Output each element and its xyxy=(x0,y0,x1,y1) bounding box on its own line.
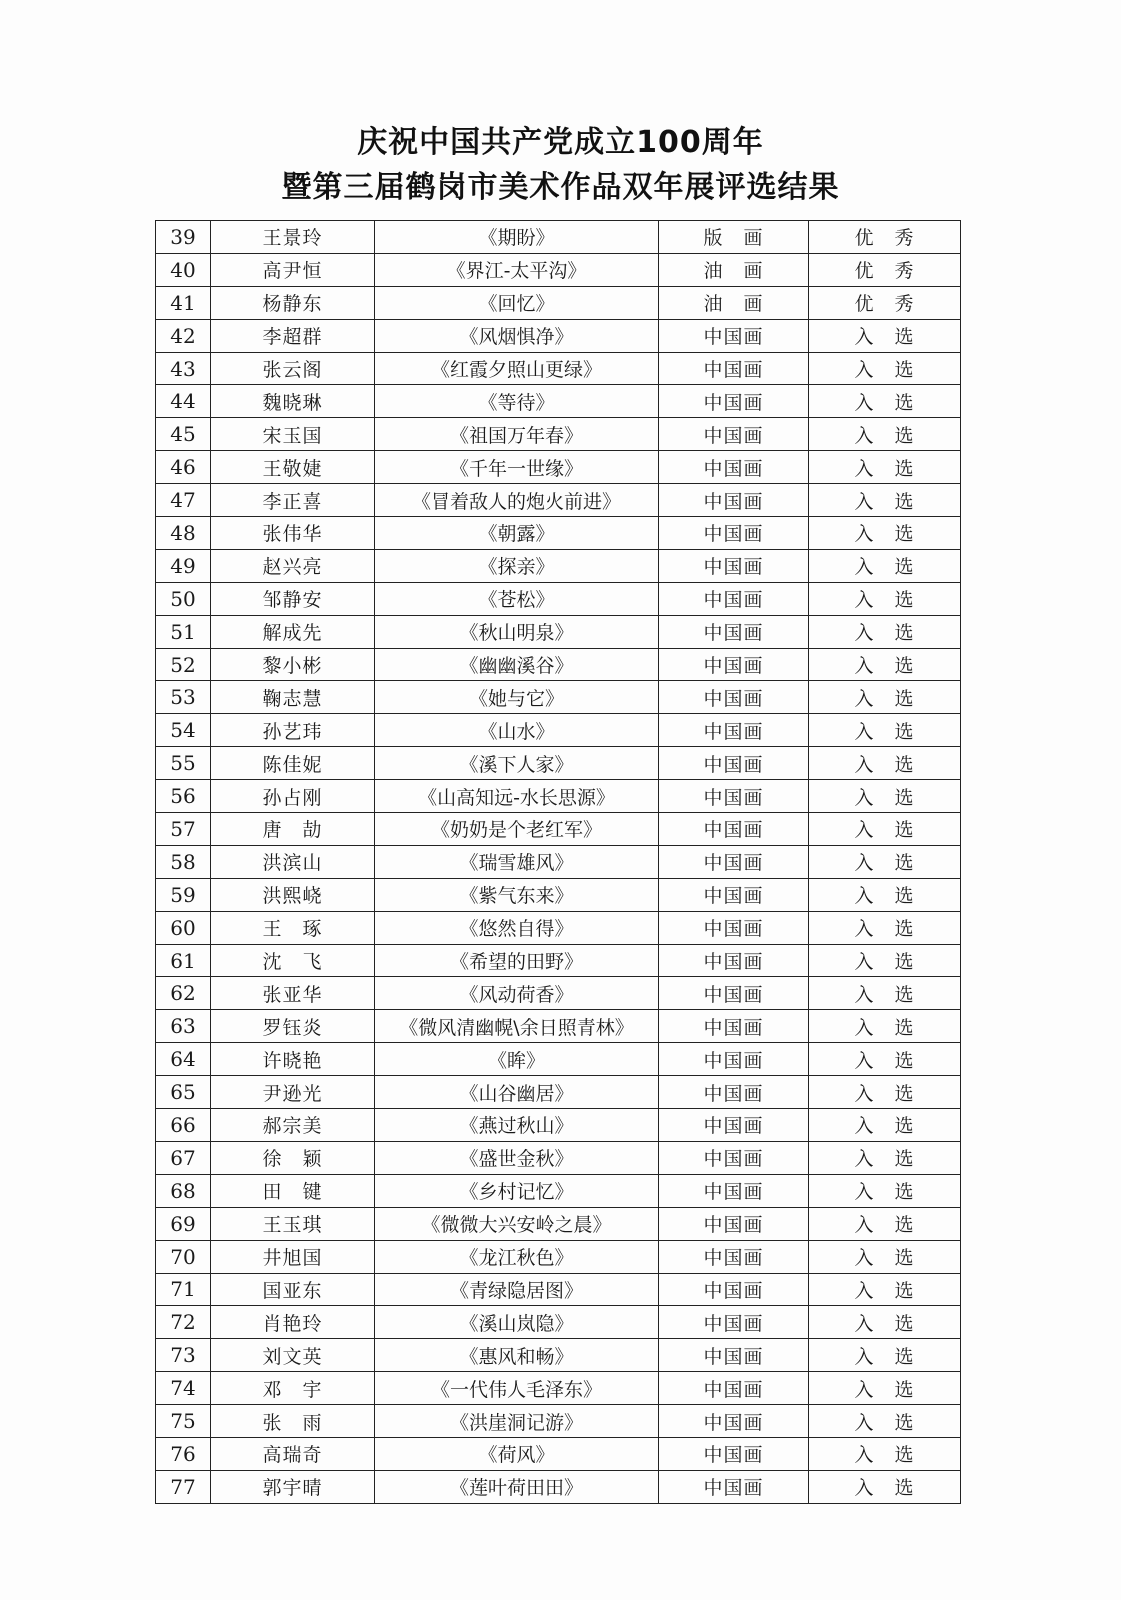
category-cell: 中国画 xyxy=(659,1405,809,1438)
result-cell: 入 选 xyxy=(809,944,961,977)
artist-name-cell: 解成先 xyxy=(211,615,375,648)
result-cell: 优 秀 xyxy=(809,286,961,319)
category-cell: 油 画 xyxy=(659,286,809,319)
result-cell: 入 选 xyxy=(809,1207,961,1240)
result-cell: 入 选 xyxy=(809,582,961,615)
table-row xyxy=(156,878,961,911)
artwork-title-cell: 《惠风和畅》 xyxy=(375,1339,659,1372)
artwork-title-cell: 《等待》 xyxy=(375,385,659,418)
artwork-title-cell: 《她与它》 xyxy=(375,681,659,714)
table-row xyxy=(156,385,961,418)
result-cell: 入 选 xyxy=(809,615,961,648)
table-row xyxy=(156,681,961,714)
category-cell: 中国画 xyxy=(659,780,809,813)
artist-name-cell: 宋玉国 xyxy=(211,418,375,451)
table-row xyxy=(156,648,961,681)
entry-number-cell: 52 xyxy=(156,648,211,681)
artwork-title-cell: 《祖国万年春》 xyxy=(375,418,659,451)
category-cell: 中国画 xyxy=(659,648,809,681)
table-row xyxy=(156,1372,961,1405)
artist-name-cell: 张亚华 xyxy=(211,977,375,1010)
artwork-title-cell: 《溪下人家》 xyxy=(375,747,659,780)
table-row xyxy=(156,549,961,582)
category-cell: 中国画 xyxy=(659,385,809,418)
category-cell: 中国画 xyxy=(659,845,809,878)
result-cell: 入 选 xyxy=(809,1076,961,1109)
category-cell: 中国画 xyxy=(659,944,809,977)
entry-number-cell: 41 xyxy=(156,286,211,319)
table-row xyxy=(156,1010,961,1043)
artist-name-cell: 黎小彬 xyxy=(211,648,375,681)
entry-number-cell: 53 xyxy=(156,681,211,714)
entry-number-cell: 59 xyxy=(156,878,211,911)
table-row xyxy=(156,582,961,615)
entry-number-cell: 48 xyxy=(156,517,211,550)
entry-number-cell: 75 xyxy=(156,1405,211,1438)
entry-number-cell: 70 xyxy=(156,1240,211,1273)
category-cell: 中国画 xyxy=(659,1109,809,1142)
result-cell: 入 选 xyxy=(809,648,961,681)
table-row xyxy=(156,484,961,517)
artwork-title-cell: 《盛世金秋》 xyxy=(375,1141,659,1174)
entry-number-cell: 67 xyxy=(156,1141,211,1174)
artwork-title-cell: 《微风清幽幌\余日照青林》 xyxy=(375,1010,659,1043)
artist-name-cell: 邹静安 xyxy=(211,582,375,615)
artist-name-cell: 张云阁 xyxy=(211,352,375,385)
result-cell: 入 选 xyxy=(809,1174,961,1207)
table-row xyxy=(156,1405,961,1438)
artist-name-cell: 洪滨山 xyxy=(211,845,375,878)
result-cell: 入 选 xyxy=(809,319,961,352)
artist-name-cell: 肖艳玲 xyxy=(211,1306,375,1339)
entry-number-cell: 56 xyxy=(156,780,211,813)
artist-name-cell: 杨静东 xyxy=(211,286,375,319)
result-cell: 入 选 xyxy=(809,484,961,517)
artist-name-cell: 洪熙峣 xyxy=(211,878,375,911)
artwork-title-cell: 《溪山岚隐》 xyxy=(375,1306,659,1339)
result-cell: 入 选 xyxy=(809,780,961,813)
artist-name-cell: 张伟华 xyxy=(211,517,375,550)
category-cell: 中国画 xyxy=(659,1372,809,1405)
result-cell: 入 选 xyxy=(809,1405,961,1438)
result-cell: 入 选 xyxy=(809,1273,961,1306)
artist-name-cell: 李正喜 xyxy=(211,484,375,517)
artist-name-cell: 李超群 xyxy=(211,319,375,352)
entry-number-cell: 69 xyxy=(156,1207,211,1240)
artwork-title-cell: 《风烟惧净》 xyxy=(375,319,659,352)
table-row xyxy=(156,1470,961,1503)
artist-name-cell: 刘文英 xyxy=(211,1339,375,1372)
entry-number-cell: 74 xyxy=(156,1372,211,1405)
result-cell: 入 选 xyxy=(809,1010,961,1043)
category-cell: 中国画 xyxy=(659,1043,809,1076)
artist-name-cell: 王景玲 xyxy=(211,221,375,254)
artist-name-cell: 孙占刚 xyxy=(211,780,375,813)
table-row xyxy=(156,1339,961,1372)
artwork-title-cell: 《苍松》 xyxy=(375,582,659,615)
entry-number-cell: 49 xyxy=(156,549,211,582)
entry-number-cell: 51 xyxy=(156,615,211,648)
entry-number-cell: 44 xyxy=(156,385,211,418)
artist-name-cell: 高瑞奇 xyxy=(211,1437,375,1470)
table-row xyxy=(156,845,961,878)
entry-number-cell: 42 xyxy=(156,319,211,352)
table-row xyxy=(156,221,961,254)
category-cell: 中国画 xyxy=(659,1339,809,1372)
artist-name-cell: 许晓艳 xyxy=(211,1043,375,1076)
artist-name-cell: 郭宇晴 xyxy=(211,1470,375,1503)
category-cell: 中国画 xyxy=(659,319,809,352)
entry-number-cell: 65 xyxy=(156,1076,211,1109)
table-row xyxy=(156,714,961,747)
category-cell: 中国画 xyxy=(659,549,809,582)
artwork-title-cell: 《洪崖洞记游》 xyxy=(375,1405,659,1438)
table-row xyxy=(156,615,961,648)
category-cell: 中国画 xyxy=(659,977,809,1010)
table-row xyxy=(156,517,961,550)
table-row xyxy=(156,319,961,352)
artwork-title-cell: 《冒着敌人的炮火前进》 xyxy=(375,484,659,517)
category-cell: 中国画 xyxy=(659,1437,809,1470)
category-cell: 中国画 xyxy=(659,1174,809,1207)
result-cell: 入 选 xyxy=(809,517,961,550)
category-cell: 中国画 xyxy=(659,352,809,385)
category-cell: 中国画 xyxy=(659,1273,809,1306)
artwork-title-cell: 《莲叶荷田田》 xyxy=(375,1470,659,1503)
artwork-title-cell: 《眸》 xyxy=(375,1043,659,1076)
entry-number-cell: 50 xyxy=(156,582,211,615)
artist-name-cell: 邓 宇 xyxy=(211,1372,375,1405)
entry-number-cell: 58 xyxy=(156,845,211,878)
artwork-title-cell: 《风动荷香》 xyxy=(375,977,659,1010)
table-row xyxy=(156,286,961,319)
result-cell: 入 选 xyxy=(809,878,961,911)
result-cell: 入 选 xyxy=(809,1109,961,1142)
entry-number-cell: 73 xyxy=(156,1339,211,1372)
table-row xyxy=(156,1306,961,1339)
page-title-line1: 庆祝中国共产党成立100周年 xyxy=(357,125,764,160)
artist-name-cell: 国亚东 xyxy=(211,1273,375,1306)
entry-number-cell: 63 xyxy=(156,1010,211,1043)
artist-name-cell: 鞠志慧 xyxy=(211,681,375,714)
artist-name-cell: 田 键 xyxy=(211,1174,375,1207)
page-title-line2: 暨第三届鹤岗市美术作品双年展评选结果 xyxy=(281,170,840,205)
artist-name-cell: 赵兴亮 xyxy=(211,549,375,582)
table-row xyxy=(156,1240,961,1273)
artist-name-cell: 唐 劼 xyxy=(211,813,375,846)
category-cell: 中国画 xyxy=(659,1141,809,1174)
artist-name-cell: 王敬婕 xyxy=(211,451,375,484)
result-cell: 入 选 xyxy=(809,1141,961,1174)
artwork-title-cell: 《乡村记忆》 xyxy=(375,1174,659,1207)
entry-number-cell: 40 xyxy=(156,253,211,286)
result-cell: 入 选 xyxy=(809,681,961,714)
artwork-title-cell: 《希望的田野》 xyxy=(375,944,659,977)
artwork-title-cell: 《荷风》 xyxy=(375,1437,659,1470)
result-cell: 入 选 xyxy=(809,1437,961,1470)
result-cell: 入 选 xyxy=(809,813,961,846)
table-row xyxy=(156,1141,961,1174)
table-row xyxy=(156,944,961,977)
result-cell: 入 选 xyxy=(809,1372,961,1405)
result-cell: 优 秀 xyxy=(809,253,961,286)
artist-name-cell: 井旭国 xyxy=(211,1240,375,1273)
table-row xyxy=(156,1174,961,1207)
artwork-title-cell: 《秋山明泉》 xyxy=(375,615,659,648)
category-cell: 中国画 xyxy=(659,747,809,780)
table-row xyxy=(156,451,961,484)
entry-number-cell: 57 xyxy=(156,813,211,846)
table-row xyxy=(156,780,961,813)
category-cell: 中国画 xyxy=(659,681,809,714)
category-cell: 中国画 xyxy=(659,911,809,944)
artist-name-cell: 魏晓琳 xyxy=(211,385,375,418)
category-cell: 中国画 xyxy=(659,517,809,550)
table-row xyxy=(156,977,961,1010)
result-cell: 优 秀 xyxy=(809,221,961,254)
category-cell: 中国画 xyxy=(659,878,809,911)
result-cell: 入 选 xyxy=(809,714,961,747)
result-cell: 入 选 xyxy=(809,352,961,385)
entry-number-cell: 71 xyxy=(156,1273,211,1306)
artist-name-cell: 王玉琪 xyxy=(211,1207,375,1240)
entry-number-cell: 66 xyxy=(156,1109,211,1142)
artist-name-cell: 徐 颖 xyxy=(211,1141,375,1174)
entry-number-cell: 39 xyxy=(156,221,211,254)
table-row xyxy=(156,352,961,385)
artwork-title-cell: 《瑞雪雄风》 xyxy=(375,845,659,878)
entry-number-cell: 43 xyxy=(156,352,211,385)
category-cell: 中国画 xyxy=(659,615,809,648)
table-row xyxy=(156,1043,961,1076)
category-cell: 中国画 xyxy=(659,1010,809,1043)
result-cell: 入 选 xyxy=(809,1043,961,1076)
table-row xyxy=(156,418,961,451)
artist-name-cell: 陈佳妮 xyxy=(211,747,375,780)
category-cell: 中国画 xyxy=(659,1076,809,1109)
category-cell: 中国画 xyxy=(659,813,809,846)
entry-number-cell: 54 xyxy=(156,714,211,747)
category-cell: 油 画 xyxy=(659,253,809,286)
results-table xyxy=(155,220,961,1504)
artwork-title-cell: 《期盼》 xyxy=(375,221,659,254)
category-cell: 中国画 xyxy=(659,714,809,747)
category-cell: 中国画 xyxy=(659,1306,809,1339)
result-cell: 入 选 xyxy=(809,549,961,582)
result-cell: 入 选 xyxy=(809,1306,961,1339)
result-cell: 入 选 xyxy=(809,1240,961,1273)
artwork-title-cell: 《山高知远-水长思源》 xyxy=(375,780,659,813)
category-cell: 版 画 xyxy=(659,221,809,254)
category-cell: 中国画 xyxy=(659,451,809,484)
artwork-title-cell: 《龙江秋色》 xyxy=(375,1240,659,1273)
table-row xyxy=(156,911,961,944)
result-cell: 入 选 xyxy=(809,747,961,780)
artwork-title-cell: 《奶奶是个老红军》 xyxy=(375,813,659,846)
entry-number-cell: 60 xyxy=(156,911,211,944)
entry-number-cell: 55 xyxy=(156,747,211,780)
entry-number-cell: 72 xyxy=(156,1306,211,1339)
artwork-title-cell: 《探亲》 xyxy=(375,549,659,582)
entry-number-cell: 64 xyxy=(156,1043,211,1076)
result-cell: 入 选 xyxy=(809,911,961,944)
artwork-title-cell: 《悠然自得》 xyxy=(375,911,659,944)
table-row xyxy=(156,1273,961,1306)
artwork-title-cell: 《青绿隐居图》 xyxy=(375,1273,659,1306)
result-cell: 入 选 xyxy=(809,418,961,451)
artwork-title-cell: 《紫气东来》 xyxy=(375,878,659,911)
entry-number-cell: 68 xyxy=(156,1174,211,1207)
result-cell: 入 选 xyxy=(809,845,961,878)
artist-name-cell: 张 雨 xyxy=(211,1405,375,1438)
artist-name-cell: 郝宗美 xyxy=(211,1109,375,1142)
entry-number-cell: 45 xyxy=(156,418,211,451)
table-row xyxy=(156,253,961,286)
artwork-title-cell: 《微微大兴安岭之晨》 xyxy=(375,1207,659,1240)
category-cell: 中国画 xyxy=(659,484,809,517)
category-cell: 中国画 xyxy=(659,1207,809,1240)
artwork-title-cell: 《山谷幽居》 xyxy=(375,1076,659,1109)
artwork-title-cell: 《红霞夕照山更绿》 xyxy=(375,352,659,385)
category-cell: 中国画 xyxy=(659,1470,809,1503)
table-row xyxy=(156,1207,961,1240)
artwork-title-cell: 《燕过秋山》 xyxy=(375,1109,659,1142)
result-cell: 入 选 xyxy=(809,1339,961,1372)
entry-number-cell: 61 xyxy=(156,944,211,977)
result-cell: 入 选 xyxy=(809,385,961,418)
entry-number-cell: 62 xyxy=(156,977,211,1010)
artist-name-cell: 孙艺玮 xyxy=(211,714,375,747)
result-cell: 入 选 xyxy=(809,1470,961,1503)
artist-name-cell: 尹逊光 xyxy=(211,1076,375,1109)
table-row xyxy=(156,747,961,780)
category-cell: 中国画 xyxy=(659,1240,809,1273)
result-cell: 入 选 xyxy=(809,451,961,484)
artist-name-cell: 高尹恒 xyxy=(211,253,375,286)
table-row xyxy=(156,1076,961,1109)
entry-number-cell: 77 xyxy=(156,1470,211,1503)
artist-name-cell: 王 琢 xyxy=(211,911,375,944)
category-cell: 中国画 xyxy=(659,582,809,615)
entry-number-cell: 76 xyxy=(156,1437,211,1470)
artwork-title-cell: 《朝露》 xyxy=(375,517,659,550)
entry-number-cell: 46 xyxy=(156,451,211,484)
artist-name-cell: 罗钰炎 xyxy=(211,1010,375,1043)
table-row xyxy=(156,1109,961,1142)
artwork-title-cell: 《一代伟人毛泽东》 xyxy=(375,1372,659,1405)
table-row xyxy=(156,813,961,846)
entry-number-cell: 47 xyxy=(156,484,211,517)
artwork-title-cell: 《界江-太平沟》 xyxy=(375,253,659,286)
artwork-title-cell: 《千年一世缘》 xyxy=(375,451,659,484)
result-cell: 入 选 xyxy=(809,977,961,1010)
artwork-title-cell: 《山水》 xyxy=(375,714,659,747)
artwork-title-cell: 《回忆》 xyxy=(375,286,659,319)
artwork-title-cell: 《幽幽溪谷》 xyxy=(375,648,659,681)
category-cell: 中国画 xyxy=(659,418,809,451)
table-row xyxy=(156,1437,961,1470)
results-table-body xyxy=(156,221,961,1504)
artist-name-cell: 沈 飞 xyxy=(211,944,375,977)
